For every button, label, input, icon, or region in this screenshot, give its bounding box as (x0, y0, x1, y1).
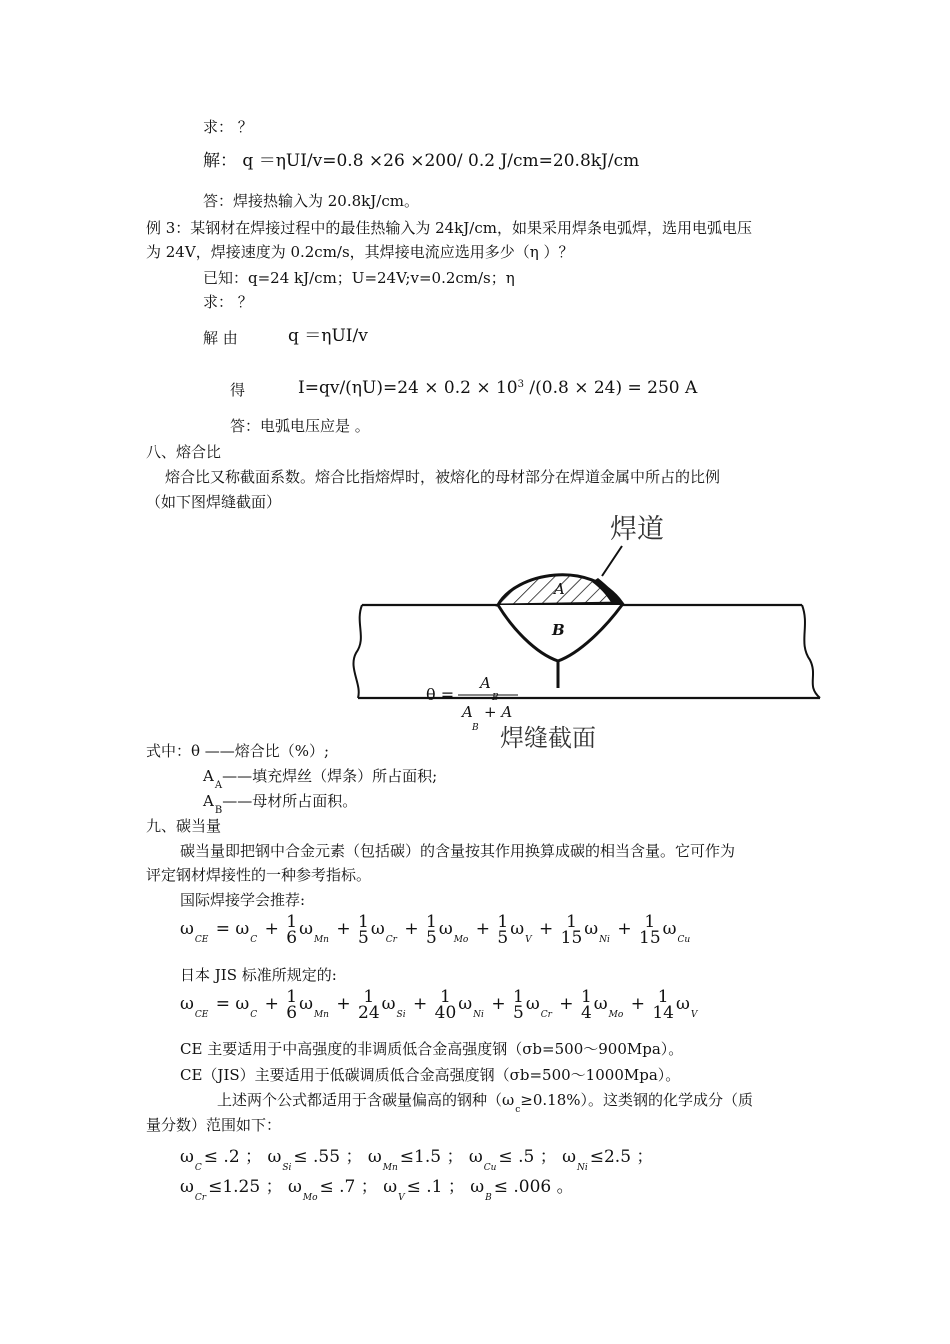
iiw-fraction (497, 911, 509, 948)
iiw-term-symbol: ω (584, 919, 599, 939)
iiw-term-symbol: ω (299, 919, 313, 939)
limit-symbol: ω (287, 1177, 302, 1197)
jis-term-symbol: ω (525, 994, 540, 1014)
jis-fraction-denominator: 6 (286, 1002, 298, 1023)
formula-jis (180, 987, 699, 1024)
range-paragraph-1 (217, 1091, 754, 1115)
limit-value: ≤ .5 ； (498, 1147, 563, 1167)
jis-term-symbol: ω (299, 994, 313, 1014)
jis-term-subscript: Mn (313, 1010, 329, 1020)
question-line-1: 求： ？ (203, 118, 253, 136)
section9-title: 九、碳当量 (146, 817, 222, 835)
jis-term-subscript: V (690, 1010, 698, 1020)
iiw-label: 国际焊接学会推荐: (180, 891, 306, 909)
iiw-term-symbol: ω (438, 919, 453, 939)
result-label: 得 (230, 381, 246, 399)
iiw-fraction-denominator: 15 (560, 927, 583, 948)
known-line: 已知：q=24 kJ/cm；U=24V;v=0.2cm/s；η (203, 269, 515, 287)
limit-subscript: Si (282, 1163, 292, 1173)
section8-paragraph-2: （如下图焊缝截面） (146, 493, 282, 511)
limit-symbol: ω (180, 1177, 194, 1197)
iiw-fraction-numerator: 1 (566, 911, 577, 932)
limits-row-1 (180, 1144, 653, 1173)
limit-subscript: Cr (194, 1193, 207, 1203)
iiw-fraction-denominator: 6 (286, 927, 298, 948)
example3-line-2: 为 24V，焊接速度为 0.2cm/s，其焊接电流应选用多少（η ）？ (146, 243, 574, 261)
iiw-term-subscript: V (525, 935, 532, 945)
section8-paragraph-1: 熔合比又称截面系数。熔合比指熔焊时，被熔化的母材部分在焊道金属中所占的比例 (165, 468, 721, 486)
jis-fraction-numerator: 1 (580, 986, 592, 1007)
jis-fraction-denominator: 24 (358, 1002, 380, 1023)
result-formula-exponent: 3 (517, 379, 524, 390)
formula-iiw (180, 912, 692, 949)
ab-definition (203, 792, 358, 816)
section8-title: 八、熔合比 (146, 443, 222, 461)
iiw-operator: + (470, 919, 496, 939)
jis-operator: + (259, 994, 285, 1014)
jis-fraction (512, 986, 524, 1023)
jis-term-symbol: ω (458, 994, 473, 1014)
jis-term-symbol: ω (593, 994, 608, 1014)
range-subscript: c (515, 1105, 521, 1115)
limit-subscript: V (398, 1193, 405, 1203)
ce-note: CE 主要适用于中高强度的非调质低合金高强度钢（σb=500～900Mpa）。 (180, 1040, 684, 1058)
jis-fraction-denominator: 4 (580, 1002, 592, 1023)
limit-value: ≤ .7 ； (319, 1177, 384, 1197)
jis-fraction-numerator: 1 (657, 986, 669, 1007)
weld-cross-section-diagram (340, 508, 830, 753)
limit-value: ≤ .55 ； (293, 1147, 368, 1167)
iiw-term-subscript: Ni (599, 935, 610, 945)
jis-fraction-numerator: 1 (363, 986, 375, 1007)
theta-numerator: A (480, 674, 491, 692)
iiw-term-symbol: ω (510, 919, 525, 939)
iiw-fraction-denominator: 5 (497, 927, 509, 948)
jis-term-subscript: Cr (540, 1010, 552, 1020)
range-text-b: ≥0.18%）。这类钢的化学成分（质 (520, 1091, 754, 1109)
limit-subscript: Mo (302, 1193, 318, 1203)
jis-fraction (434, 986, 457, 1023)
limit-symbol: ω (180, 1147, 194, 1167)
solve-label: 解 由 (203, 329, 238, 347)
plate-left-break (353, 605, 362, 698)
jis-term-subscript: Ni (473, 1010, 484, 1020)
limit-symbol: ω (562, 1147, 576, 1167)
theta-denominator-sub: B (472, 723, 479, 733)
jis-term-subscript: Si (396, 1010, 406, 1020)
jis-fraction (286, 986, 298, 1023)
limit-value: ≤1.25 ； (208, 1177, 288, 1197)
limit-symbol: ω (383, 1177, 398, 1197)
iiw-operator: + (533, 919, 559, 939)
plate-right-break (802, 605, 820, 698)
limit-symbol: ω (468, 1147, 483, 1167)
result-formula (298, 379, 697, 400)
jis-term-subscript: C (250, 1010, 258, 1020)
jis-fraction (580, 986, 592, 1023)
limit-value: ≤ .006 。 (493, 1177, 574, 1197)
iiw-fraction (560, 911, 583, 948)
jis-fraction-numerator: 1 (286, 986, 298, 1007)
jis-fraction-denominator: 40 (434, 1002, 457, 1023)
iiw-lhs-subscript: CE (194, 935, 209, 945)
aa-definition (203, 767, 438, 791)
ab-subscript: B (214, 805, 223, 816)
limit-subscript: B (485, 1193, 492, 1203)
limits-row-2 (180, 1174, 574, 1203)
jis-operator: + (407, 994, 433, 1014)
jis-fraction (652, 986, 674, 1023)
cejis-note: CE（JIS）主要适用于低碳调质低合金高强度钢（σb=500～1000Mpa）。 (180, 1066, 681, 1084)
theta-denominator-plus: + A (484, 703, 513, 721)
jis-lhs-symbol: ω (180, 994, 194, 1014)
jis-fraction (358, 986, 380, 1023)
iiw-fraction-numerator: 1 (497, 911, 509, 932)
section9-paragraph-1: 碳当量即把钢中合金元素（包括碳）的含量按其作用换算成碳的相当含量。它可作为 (180, 842, 736, 860)
jis-operator: + (330, 994, 357, 1014)
iiw-term-subscript: Cr (385, 935, 397, 945)
limit-value: ≤ .2 ； (203, 1147, 268, 1167)
question-line-2: 求： ？ (203, 293, 253, 311)
limit-value: ≤2.5 ； (589, 1147, 654, 1167)
iiw-fraction-denominator: 15 (639, 927, 661, 948)
jis-operator: = (210, 994, 236, 1014)
iiw-fraction (639, 911, 661, 948)
limit-symbol: ω (470, 1177, 485, 1197)
limit-subscript: Cu (483, 1163, 497, 1173)
iiw-fraction-denominator: 5 (425, 927, 437, 948)
limit-value: ≤1.5 ； (399, 1147, 469, 1167)
limit-symbol: ω (367, 1147, 382, 1167)
weld-bead-label: 焊道 (610, 514, 664, 545)
iiw-operator: + (259, 919, 285, 939)
jis-fraction-numerator: 1 (512, 986, 524, 1007)
theta-denominator-a: A (462, 703, 473, 721)
iiw-operator: + (398, 919, 424, 939)
area-b-label: B (552, 621, 565, 639)
jis-operator: + (553, 994, 579, 1014)
jis-label: 日本 JIS 标准所规定的: (180, 966, 337, 984)
iiw-fraction-numerator: 1 (358, 911, 369, 932)
iiw-term-symbol: ω (662, 919, 677, 939)
range-paragraph-2: 量分数）范围如下： (146, 1116, 282, 1134)
iiw-fraction (358, 911, 369, 948)
aa-symbol: A (203, 767, 214, 785)
jis-term-symbol: ω (381, 994, 396, 1014)
iiw-term-subscript: Cu (677, 935, 691, 945)
iiw-fraction (425, 911, 437, 948)
result-formula-rest: /(0.8 × 24) = 250 A (523, 378, 698, 398)
jis-operator: + (625, 994, 651, 1014)
jis-fraction-denominator: 14 (652, 1002, 674, 1023)
solution-line-1: 解： q ＝ηUI/v=0.8 ×26 ×200/ 0.2 J/cm=20.8kJ/cm (203, 151, 640, 171)
solve-formula: q ＝ηUI/v (288, 326, 368, 346)
limit-subscript: C (194, 1163, 202, 1173)
jis-term-symbol: ω (676, 994, 690, 1014)
iiw-term-subscript: C (250, 935, 258, 945)
ab-symbol: A (203, 792, 214, 810)
jis-lhs-subscript: CE (194, 1010, 209, 1020)
result-formula-main: I=qv/(ηU)=24 × 0.2 × 10 (298, 378, 518, 398)
weld-bead-leader (602, 546, 622, 576)
range-text-a: 上述两个公式都适用于含碳量偏高的钢种（ω (217, 1091, 515, 1109)
jis-fraction-denominator: 5 (512, 1002, 524, 1023)
iiw-term-symbol: ω (370, 919, 385, 939)
where-line: 式中：θ ——熔合比（%）; (146, 742, 330, 760)
limit-subscript: Mn (382, 1163, 398, 1173)
example3-line-1: 例 3：某钢材在焊接过程中的最佳热输入为 24kJ/cm，如果采用焊条电弧焊，选用电弧电压 (146, 219, 752, 237)
answer-line-1: 答：焊接热输入为 20.8kJ/cm。 (203, 192, 419, 210)
iiw-fraction-denominator: 5 (358, 927, 369, 948)
limit-subscript: Ni (576, 1163, 588, 1173)
theta-numerator-sub: B (492, 693, 499, 703)
iiw-lhs-symbol: ω (180, 919, 194, 939)
iiw-term-symbol: ω (235, 919, 250, 939)
jis-term-subscript: Mo (608, 1010, 624, 1020)
iiw-term-subscript: Mo (453, 935, 469, 945)
aa-text: ——填充焊丝（焊条）所占面积; (222, 767, 438, 785)
iiw-fraction-numerator: 1 (644, 911, 656, 932)
section9-paragraph-2: 评定钢材焊接性的一种参考指标。 (146, 866, 372, 884)
area-a-label: A (554, 580, 565, 598)
iiw-operator: = (210, 919, 236, 939)
jis-fraction-numerator: 1 (440, 986, 451, 1007)
ab-text: ——母材所占面积。 (222, 792, 358, 810)
jis-operator: + (485, 994, 511, 1014)
weld-section-caption: 焊缝截面 (500, 724, 596, 752)
answer-line-2: 答：电弧电压应是 。 (230, 417, 370, 435)
iiw-operator: + (611, 919, 637, 939)
jis-term-symbol: ω (235, 994, 250, 1014)
limit-symbol: ω (267, 1147, 282, 1167)
iiw-term-subscript: Mn (313, 935, 329, 945)
theta-formula-lhs: θ = (426, 685, 455, 704)
iiw-fraction-numerator: 1 (286, 911, 298, 932)
limit-value: ≤ .1 ； (406, 1177, 471, 1197)
iiw-fraction-numerator: 1 (425, 911, 437, 932)
iiw-operator: + (330, 919, 357, 939)
iiw-fraction (286, 911, 298, 948)
aa-subscript: A (214, 780, 223, 791)
